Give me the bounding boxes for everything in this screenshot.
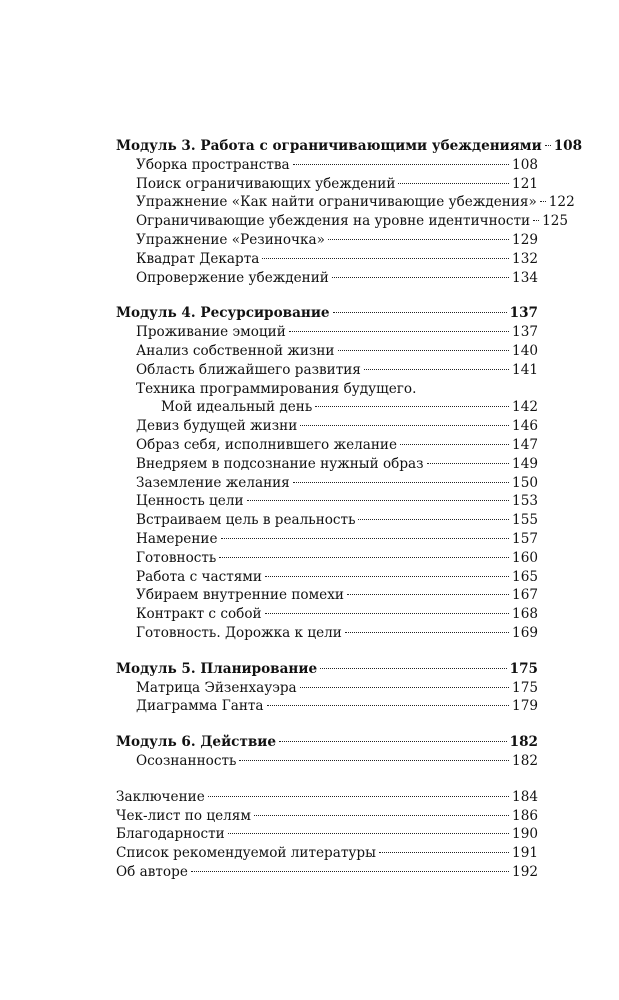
toc-entry-title: Контракт с собой xyxy=(136,606,262,623)
section-spacer xyxy=(116,287,538,304)
toc-page-number: 155 xyxy=(512,512,538,529)
toc-page-number: 182 xyxy=(509,734,538,751)
toc-entry-title: Девиз будущей жизни xyxy=(136,418,298,435)
toc-page-number: 108 xyxy=(553,138,583,154)
toc-entry-title: Чек-лист по целям xyxy=(116,807,251,824)
toc-entry-title: Благодарности xyxy=(116,826,225,843)
dot-leader xyxy=(345,632,509,633)
toc-page-number: 157 xyxy=(512,530,538,547)
toc-page-number: 179 xyxy=(512,698,538,715)
dot-leader xyxy=(191,871,509,872)
toc-entry xyxy=(116,679,538,698)
dot-leader xyxy=(300,687,509,688)
toc-module-heading xyxy=(116,660,538,679)
dot-leader xyxy=(247,500,510,501)
toc-entry xyxy=(116,844,538,863)
dot-leader xyxy=(279,741,507,742)
dot-leader xyxy=(540,201,546,202)
toc-entry-title: Убираем внутренние помехи xyxy=(136,587,344,604)
toc-entry-title: Осознанность xyxy=(136,752,237,769)
dot-leader xyxy=(208,796,509,797)
dot-leader xyxy=(267,705,510,706)
toc-page-number: 168 xyxy=(512,606,538,623)
dot-leader xyxy=(265,576,509,577)
dot-leader xyxy=(328,239,509,240)
toc-entry-title: Готовность xyxy=(136,549,217,566)
toc-entry-title: Об авторе xyxy=(116,863,188,880)
toc-page-number: 129 xyxy=(512,231,538,248)
section-spacer xyxy=(116,643,538,660)
dot-leader xyxy=(333,312,507,313)
toc-page-number: 190 xyxy=(512,826,538,843)
toc-entry-title: Заключение xyxy=(116,788,205,805)
toc-entry xyxy=(116,380,538,399)
toc-entry-title: Список рекомендуемой литературы xyxy=(116,845,376,862)
dot-leader xyxy=(545,145,551,146)
dot-leader xyxy=(293,482,509,483)
toc-entry xyxy=(116,250,538,269)
dot-leader xyxy=(293,164,509,165)
dot-leader xyxy=(300,425,509,426)
toc-entry-title: Уборка пространства xyxy=(136,156,290,173)
toc-entry-title: Анализ собственной жизни xyxy=(136,342,335,359)
toc-entry xyxy=(116,269,538,288)
toc-entry xyxy=(116,863,538,882)
toc-page-number: 175 xyxy=(509,660,538,677)
toc-page-number: 169 xyxy=(512,624,538,641)
dot-leader xyxy=(347,594,509,595)
toc-page-number: 175 xyxy=(512,679,538,696)
toc-page-number: 165 xyxy=(512,568,538,585)
toc-entry-title: Ограничивающие убеждения на уровне идентичности xyxy=(136,213,531,230)
toc-module-heading xyxy=(116,137,583,156)
toc-entry-title: Ценность цели xyxy=(136,493,244,510)
toc-entry-title: Внедряем в подсознание нужный образ xyxy=(136,455,424,472)
toc-entry xyxy=(116,193,575,212)
toc-entry xyxy=(116,825,538,844)
toc-page-number: 160 xyxy=(512,549,538,566)
toc-entry xyxy=(116,323,538,342)
toc-entry xyxy=(116,511,538,530)
toc-entry-title: Матрица Эйзенхауэра xyxy=(136,679,297,696)
toc-entry-title: Модуль 5. Планирование xyxy=(116,660,318,677)
dot-leader xyxy=(332,277,509,278)
toc-page-number: 167 xyxy=(512,587,538,604)
toc-page-number: 137 xyxy=(512,324,538,341)
dot-leader xyxy=(265,613,509,614)
toc-module-heading xyxy=(116,733,538,752)
toc-entry-title: Проживание эмоций xyxy=(136,324,286,341)
dot-leader xyxy=(228,833,509,834)
dot-leader xyxy=(400,444,509,445)
toc-entry xyxy=(116,474,538,493)
dot-leader xyxy=(338,350,510,351)
toc-page-number: 191 xyxy=(512,845,538,862)
toc-page-number: 182 xyxy=(512,752,538,769)
toc-entry-title: Поиск ограничивающих убеждений xyxy=(136,175,396,192)
toc-entry xyxy=(116,231,538,250)
toc-page-number: 146 xyxy=(512,418,538,435)
toc-entry xyxy=(116,398,538,417)
toc-page-number: 147 xyxy=(512,436,538,453)
dot-leader xyxy=(289,331,509,332)
toc-entry-title: Упражнение «Резиночка» xyxy=(136,231,325,248)
toc-entry xyxy=(116,697,538,716)
toc-entry-title: Мой идеальный день xyxy=(161,399,313,416)
toc-page-number: 137 xyxy=(509,305,538,322)
dot-leader xyxy=(320,668,506,669)
toc-entry xyxy=(116,156,538,175)
toc-page-number: 125 xyxy=(542,213,569,230)
dot-leader xyxy=(358,519,509,520)
toc-entry xyxy=(116,549,538,568)
toc-entry-title: Область ближайшего развития xyxy=(136,361,361,378)
toc-module-heading xyxy=(116,304,538,323)
toc-entry-title: Готовность. Дорожка к цели xyxy=(136,624,342,641)
dot-leader xyxy=(533,220,539,221)
toc-page-number: 121 xyxy=(512,175,538,192)
toc-page-number: 149 xyxy=(512,455,538,472)
toc-entry xyxy=(116,175,538,194)
toc-entry-title: Намерение xyxy=(136,530,218,547)
dot-leader xyxy=(398,183,509,184)
toc-entry-title: Встраиваем цель в реальность xyxy=(136,512,356,529)
table-of-contents xyxy=(116,137,583,882)
toc-entry-title: Модуль 6. Действие xyxy=(116,734,277,751)
toc-entry xyxy=(116,586,538,605)
section-spacer xyxy=(116,771,538,788)
dot-leader xyxy=(221,538,510,539)
toc-entry xyxy=(116,342,538,361)
dot-leader xyxy=(427,463,510,464)
toc-entry-title: Квадрат Декарта xyxy=(136,250,260,267)
toc-entry-title: Работа с частями xyxy=(136,568,262,585)
toc-entry xyxy=(116,788,538,807)
toc-entry xyxy=(116,212,569,231)
toc-page-number: 132 xyxy=(512,250,538,267)
dot-leader xyxy=(262,258,509,259)
toc-entry xyxy=(116,455,538,474)
dot-leader xyxy=(239,760,509,761)
toc-entry xyxy=(116,530,538,549)
toc-entry-title: Образ себя, исполнившего желание xyxy=(136,436,398,453)
dot-leader xyxy=(315,406,509,407)
toc-entry-title: Заземление желания xyxy=(136,474,290,491)
toc-page-number: 141 xyxy=(512,361,538,378)
toc-entry xyxy=(116,807,538,826)
dot-leader xyxy=(379,852,509,853)
section-spacer xyxy=(116,716,538,733)
toc-entry xyxy=(116,752,538,771)
toc-page-number: 134 xyxy=(512,269,538,286)
toc-entry xyxy=(116,417,538,436)
toc-page-number: 186 xyxy=(512,807,538,824)
toc-entry xyxy=(116,361,538,380)
toc-entry-title: Опровержение убеждений xyxy=(136,269,329,286)
toc-entry-title: Модуль 4. Ресурсирование xyxy=(116,305,330,322)
toc-page-number: 153 xyxy=(512,493,538,510)
toc-entry xyxy=(116,492,538,511)
dot-leader xyxy=(219,557,509,558)
toc-entry-title: Диаграмма Ганта xyxy=(136,698,264,715)
toc-page-number: 192 xyxy=(512,863,538,880)
dot-leader xyxy=(364,369,509,370)
toc-entry xyxy=(116,568,538,587)
toc-entry xyxy=(116,436,538,455)
dot-leader xyxy=(254,815,509,816)
toc-page-number: 184 xyxy=(512,788,538,805)
toc-entry-title: Техника программирования будущего. xyxy=(136,380,417,397)
toc-entry xyxy=(116,605,538,624)
toc-entry-title: Упражнение «Как найти ограничивающие убеждения» xyxy=(136,194,537,211)
toc-page-number: 108 xyxy=(512,156,538,173)
toc-page-number: 122 xyxy=(548,194,575,211)
toc-page-number: 142 xyxy=(512,399,538,416)
toc-entry-title: Модуль 3. Работа с ограничивающими убеждениями xyxy=(116,138,542,154)
toc-page-number: 140 xyxy=(512,342,538,359)
toc-entry xyxy=(116,624,538,643)
toc-page-number: 150 xyxy=(512,474,538,491)
